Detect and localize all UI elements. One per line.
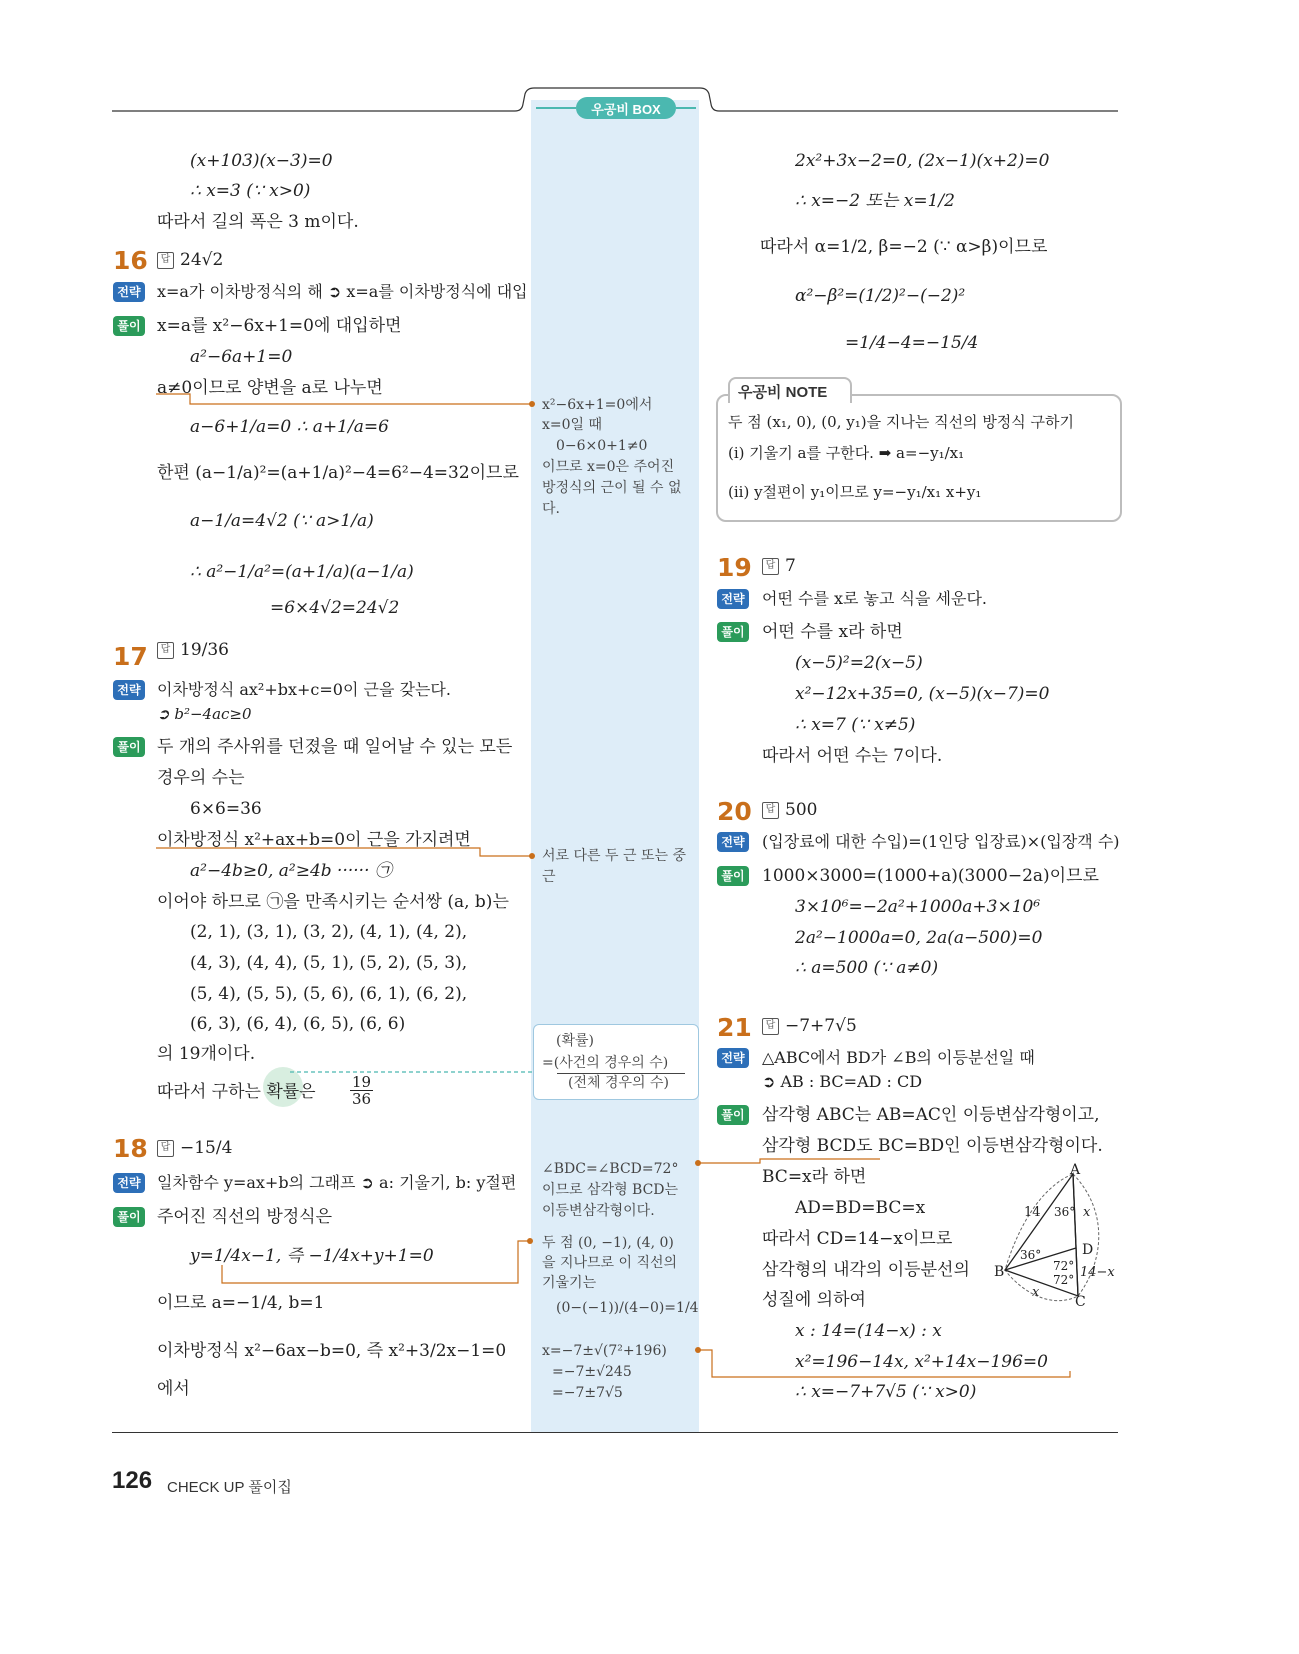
footer-rule (112, 1432, 1118, 1433)
q17-line-7: (2, 1), (3, 1), (3, 2), (4, 1), (4, 2), (190, 922, 468, 942)
q21-strategy-2: ➲ AB : BC=AD : CD (762, 1072, 923, 1091)
q17-answer-text: 19/36 (180, 640, 229, 660)
box-note-5-line-4: (0−(−1))/(4−0)=1/4 (556, 1300, 699, 1316)
fig-label-angle-B: 36° (1020, 1248, 1042, 1262)
box-title: 우공비 BOX (591, 102, 661, 117)
strategy-tag: 전략 (113, 680, 145, 700)
fig-label-x-BC: x (1032, 1285, 1040, 1300)
box-note-2-line-1: 서로 다른 두 근 또는 중 (542, 848, 686, 864)
box-note-3-line-2: =(사건의 경우의 수) (542, 1055, 669, 1071)
q16-connector (150, 390, 540, 410)
q19-answer-text: 7 (785, 556, 796, 576)
solution-tag: 풀이 (113, 737, 145, 757)
q18-cont-line-5: =1/4−4=−15/4 (845, 333, 979, 353)
q20-line-2: 3×10⁶=−2a²+1000a+3×10⁶ (795, 897, 1041, 917)
q21-number: 21 (717, 1013, 752, 1042)
q19-line-2: (x−5)²=2(x−5) (795, 653, 923, 673)
box-note-1-line-5: 방정식의 근이 될 수 없 (542, 480, 682, 496)
q17-number: 17 (113, 642, 148, 671)
q19-line-3: x²−12x+35=0, (x−5)(x−7)=0 (795, 684, 1050, 704)
q17-line-5: a²−4b≥0, a²≥4b ······ ㉠ (190, 861, 392, 881)
answer-icon: 답 (157, 1140, 174, 1157)
note-box-line-3: (ii) y절편이 y₁이므로 y=−y₁/x₁ x+y₁ (728, 483, 982, 501)
q19-line-1: 어떤 수를 x라 하면 (762, 622, 903, 642)
q18-connector (210, 1235, 540, 1295)
box-note-1-line-3: 0−6×0+1≠0 (556, 438, 648, 454)
q16-answer (157, 250, 223, 270)
q19-line-5: 따라서 어떤 수는 7이다. (762, 746, 943, 766)
q20-number: 20 (717, 797, 752, 826)
box-note-5-line-2: 을 지나므로 이 직선의 (542, 1255, 678, 1271)
note-box-line-1: 두 점 (x₁, 0), (0, y₁)을 지나는 직선의 방정식 구하기 (728, 413, 1075, 431)
q18-cont-line-3: 따라서 α=1/2, β=−2 (∵ α>β)이므로 (760, 237, 1048, 257)
fig-label-14: 14 (1024, 1205, 1041, 1220)
q17-line-6: 이어야 하므로 ㉠을 만족시키는 순서쌍 (a, b)는 (157, 892, 509, 912)
fig-label-14-x: 14−x (1080, 1265, 1115, 1280)
solution-tag: 풀이 (113, 1207, 145, 1227)
q18-cont-line-4: α²−β²=(1/2)²−(−2)² (795, 286, 966, 306)
fig-label-B: B (994, 1264, 1005, 1280)
q18-line-5: 에서 (157, 1379, 190, 1399)
strategy-tag: 전략 (717, 1048, 749, 1068)
q16-line-7: ∴ a²−1/a²=(a+1/a)(a−1/a) (190, 562, 414, 582)
answer-icon: 답 (157, 642, 174, 659)
box-note-4-line-1: ∠BDC=∠BCD=72° (542, 1161, 679, 1177)
solution-tag: 풀이 (717, 866, 749, 886)
q17-line-2: 경우의 수는 (157, 768, 245, 788)
q17-line-8: (4, 3), (4, 4), (5, 1), (5, 2), (5, 3), (190, 953, 468, 973)
solution-tag: 풀이 (717, 622, 749, 642)
q16-line-5: 한편 (a−1/a)²=(a+1/a)²−4=6²−4=32이므로 (157, 463, 519, 483)
q17-answer (157, 640, 229, 660)
q17-line-1: 두 개의 주사위를 던졌을 때 일어날 수 있는 모든 (157, 737, 513, 757)
q18-cont-line-2: ∴ x=−2 또는 x=1/2 (795, 191, 955, 211)
intro-line-2: ∴ x=3 (∵ x>0) (190, 181, 311, 201)
note-box-line-2: (i) 기울기 a를 구한다. ➡ a=−y₁/x₁ (728, 444, 965, 462)
q20-line-1: 1000×3000=(1000+a)(3000−2a)이므로 (762, 866, 1099, 886)
q21-answer-text: −7+7√5 (785, 1016, 857, 1036)
fig-label-angle-C: 72° (1053, 1273, 1075, 1287)
box-note-4-line-3: 이등변삼각형이다. (542, 1203, 655, 1219)
fig-label-C: C (1075, 1294, 1086, 1310)
page-number: 126 (112, 1467, 153, 1494)
answer-icon: 답 (762, 802, 779, 819)
q19-answer (762, 556, 796, 576)
q20-strategy: (입장료에 대한 수입)=(1인당 입장료)×(입장객 수) (762, 832, 1120, 851)
q17-strategy: 이차방정식 ax²+bx+c=0이 근을 갖는다. (157, 680, 451, 699)
box-note-3-line-1: (확률) (556, 1033, 594, 1049)
q17-line-3: 6×6=36 (190, 799, 262, 819)
q16-strategy: x=a가 이차방정식의 해 ➲ x=a를 이차방정식에 대입 (157, 282, 528, 301)
q18-number: 18 (113, 1134, 148, 1163)
q21-line-3: BC=x라 하면 (762, 1167, 867, 1187)
q21-line-2: 삼각형 BCD도 BC=BD인 이등변삼각형이다. (762, 1136, 1103, 1156)
solution-tag: 풀이 (113, 316, 145, 336)
q17-final-numerator: 19 (352, 1073, 372, 1091)
q18-line-3: 이므로 a=−1/4, b=1 (157, 1293, 325, 1313)
q19-number: 19 (717, 553, 752, 582)
triangle-figure (990, 1160, 1130, 1310)
q17-line-12: 따라서 구하는 확률은 (157, 1082, 316, 1102)
q21-answer (762, 1016, 857, 1036)
box-note-4-line-2: 이므로 삼각형 BCD는 (542, 1182, 679, 1198)
q17-line-9: (5, 4), (5, 5), (5, 6), (6, 1), (6, 2), (190, 984, 468, 1004)
q17-line-4: 이차방정식 x²+ax+b=0이 근을 가지려면 (157, 830, 471, 850)
q19-line-4: ∴ x=7 (∵ x≠5) (795, 715, 916, 735)
box-note-6-line-3: =−7±7√5 (552, 1385, 623, 1401)
q20-answer-text: 500 (785, 800, 818, 820)
q17-strategy-2: ➲ b²−4ac≥0 (157, 705, 252, 723)
q21-line-6: 삼각형의 내각의 이등분선의 (762, 1260, 970, 1280)
box-note-6-line-1: x=−7±√(7²+196) (542, 1343, 667, 1359)
q18-line-4: 이차방정식 x²−6ax−b=0, 즉 x²+3/2x−1=0 (157, 1341, 507, 1361)
q18-answer (157, 1138, 232, 1158)
q18-answer-text: −15/4 (180, 1138, 233, 1158)
book-title: CHECK UP 풀이집 (167, 1479, 292, 1496)
q21-line-1: 삼각형 ABC는 AB=AC인 이등변삼각형이고, (762, 1105, 1100, 1125)
q20-line-4: ∴ a=500 (∵ a≠0) (795, 958, 939, 978)
q21-line-5: 따라서 CD=14−x이므로 (762, 1229, 953, 1249)
note-box-title: 우공비 NOTE (738, 384, 828, 401)
answer-icon: 답 (157, 252, 174, 269)
q17-connectors (150, 840, 540, 1080)
q16-line-2: a²−6a+1=0 (190, 347, 293, 367)
fig-label-D: D (1082, 1242, 1094, 1258)
q19-strategy: 어떤 수를 x로 놓고 식을 세운다. (762, 589, 988, 608)
q21-line-4: AD=BD=BC=x (795, 1198, 926, 1218)
q21-line-9: x²=196−14x, x²+14x−196=0 (795, 1352, 1048, 1372)
q16-line-3: a≠0이므로 양변을 a로 나누면 (157, 378, 383, 398)
strategy-tag: 전략 (113, 282, 145, 302)
intro-line-1: (x+103)(x−3)=0 (190, 151, 333, 171)
box-note-6-line-2: =−7±√245 (552, 1364, 632, 1380)
box-note-2-line-2: 근 (542, 869, 556, 885)
q16-line-6: a−1/a=4√2 (∵ a>1/a) (190, 511, 374, 531)
box-note-1-line-2: x=0일 때 (542, 417, 603, 433)
q20-line-3: 2a²−1000a=0, 2a(a−500)=0 (795, 928, 1043, 948)
q16-number: 16 (113, 246, 148, 275)
q18-line-2: y=1/4x−1, 즉 −1/4x+y+1=0 (190, 1246, 434, 1266)
q18-strategy: 일차함수 y=ax+b의 그래프 ➲ a: 기울기, b: y절편 (157, 1173, 517, 1192)
q21-line-7: 성질에 의하여 (762, 1290, 866, 1310)
q20-answer (762, 800, 817, 820)
fig-label-angle-D: 72° (1053, 1259, 1075, 1273)
q21-line-8: x : 14=(14−x) : x (795, 1321, 942, 1341)
box-note-1-line-4: 이므로 x=0은 주어진 (542, 459, 675, 475)
q16-line-1: x=a를 x²−6x+1=0에 대입하면 (157, 316, 402, 336)
intro-line-3: 따라서 길의 폭은 3 m이다. (157, 212, 359, 232)
q21-strategy: △ABC에서 BD가 ∠B의 이등분선일 때 (762, 1048, 1035, 1067)
answer-icon: 답 (762, 1018, 779, 1035)
box-note-1-line-6: 다. (542, 501, 560, 517)
fig-label-angle-A: 36° (1054, 1205, 1076, 1219)
strategy-tag: 전략 (717, 832, 749, 852)
q16-line-8: =6×4√2=24√2 (270, 598, 400, 618)
solution-tag: 풀이 (717, 1105, 749, 1125)
q17-line-10: (6, 3), (6, 4), (6, 5), (6, 6) (190, 1014, 406, 1034)
box-note-1-line-1: x²−6x+1=0에서 (542, 397, 653, 413)
q18-cont-line-1: 2x²+3x−2=0, (2x−1)(x+2)=0 (795, 151, 1050, 171)
strategy-tag: 전략 (717, 589, 749, 609)
q17-final-denominator: 36 (352, 1090, 372, 1108)
q17-line-11: 의 19개이다. (157, 1044, 256, 1064)
box-note-3-line-3: (전체 경우의 수) (568, 1075, 669, 1091)
q18-line-1: 주어진 직선의 방정식은 (157, 1207, 333, 1227)
box-note-5-line-1: 두 점 (0, −1), (4, 0) (542, 1235, 674, 1251)
answer-icon: 답 (762, 558, 779, 575)
strategy-tag: 전략 (113, 1173, 145, 1193)
q21-line-10: ∴ x=−7+7√5 (∵ x>0) (795, 1382, 977, 1402)
q16-line-4: a−6+1/a=0 ∴ a+1/a=6 (190, 417, 389, 437)
q16-answer-text: 24√2 (180, 250, 224, 270)
fig-label-A: A (1070, 1162, 1081, 1178)
box-note-5-line-3: 기울기는 (542, 1275, 597, 1291)
fig-label-x-AD: x (1083, 1205, 1091, 1220)
